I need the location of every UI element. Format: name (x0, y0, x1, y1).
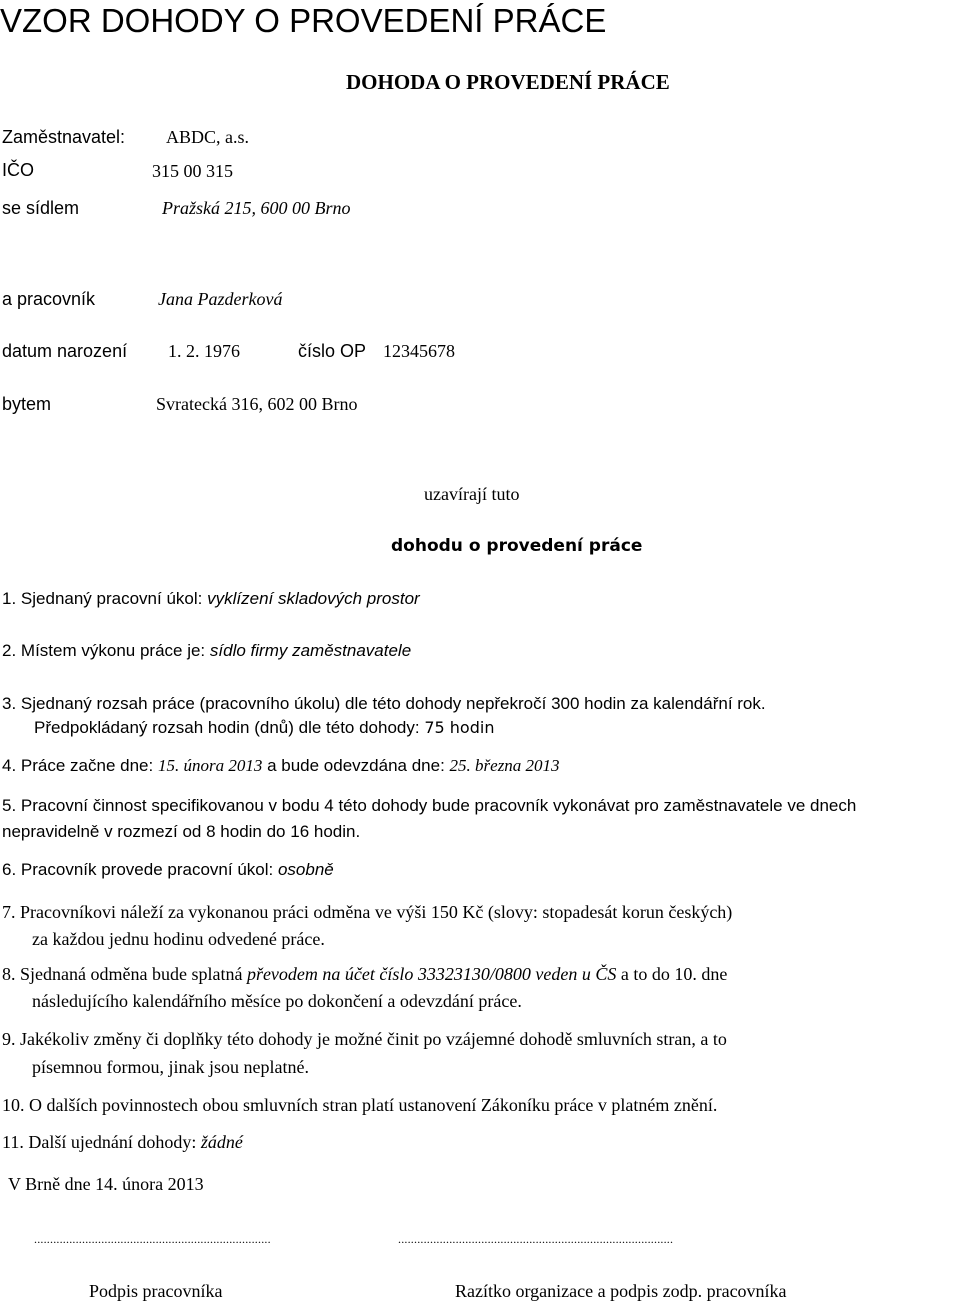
worker-name: Jana Pazderková (158, 289, 283, 309)
item-text: Pracovníkovi náleží za vykonanou práci odměna ve výši 150 Kč (slovy: stopadesát korun českých) (20, 902, 733, 922)
item-7 (2, 902, 732, 923)
item-value: žádné (200, 1132, 243, 1152)
signature-line-organization: ...................................................................................... (398, 1232, 674, 1246)
page-title: VZOR DOHODY O PROVEDENÍ PRÁCE (0, 2, 607, 39)
signature-line-worker: .......................................................................... (34, 1232, 271, 1246)
item-value: sídlo firmy zaměstnavatele (209, 641, 412, 660)
item-value: vyklízení skladových prostor (207, 589, 420, 608)
item-6 (2, 860, 334, 880)
item-text: Pracovník provede pracovní úkol: (20, 860, 274, 879)
item-number: 2. (2, 641, 17, 660)
item-number: 11. (2, 1132, 24, 1152)
end-date: 25. března 2013 (449, 756, 560, 775)
item-number: 9. (2, 1029, 16, 1049)
item-text: Sjednaný rozsah práce (pracovního úkolu) dle této dohody nepřekročí 300 hodin za kalendářní rok. (20, 694, 766, 713)
item-value: 75 hodin (424, 718, 495, 737)
item-number: 6. (2, 860, 17, 879)
employer-label: Zaměstnavatel: (2, 127, 126, 147)
item-number: 7. (2, 902, 16, 922)
item-number: 5. (2, 796, 17, 815)
item-text: a bude odevzdána dne: (267, 756, 445, 775)
item-10 (2, 1095, 717, 1116)
ico-value: 315 00 315 (152, 161, 233, 181)
item-text: Další ujednání dohody: (28, 1132, 197, 1152)
employer-name: ABDC, a.s. (166, 127, 250, 147)
item-value: osobně (277, 860, 334, 879)
item-text: Předpokládaný rozsah hodin (dnů) dle této dohody: (34, 718, 420, 737)
item-4 (2, 756, 560, 776)
item-text: Pracovní činnost specifikovanou v bodu 4 této dohody bude pracovník vykonávat pro zaměstnavatele ve dnech (20, 796, 857, 815)
worker-label: a pracovník (2, 289, 96, 309)
item-1 (2, 589, 420, 609)
signature-label-worker: Podpis pracovníka (89, 1281, 223, 1301)
ico-label: IČO (2, 160, 35, 180)
place-date: V Brně dne 14. února 2013 (8, 1174, 204, 1194)
item-text: Jakékoliv změny či doplňky této dohody je možné činit po vzájemné dohodě smluvních stran, a to (20, 1029, 727, 1049)
item-9-line2: písemnou formou, jinak jsou neplatné. (32, 1057, 309, 1077)
item-3 (2, 694, 766, 714)
seat-value: Pražská 215, 600 00 Brno (162, 198, 351, 218)
agreement-heading: dohodu o provedení práce (391, 536, 643, 556)
item-text: a to do 10. dne (620, 964, 728, 984)
item-9 (2, 1029, 727, 1050)
item-number: 3. (2, 694, 17, 713)
item-number: 4. (2, 756, 17, 775)
item-text: O dalších povinnostech obou smluvních stran platí ustanovení Zákoníku práce v platném znění. (29, 1095, 718, 1115)
item-5 (2, 796, 856, 816)
item-number: 1. (2, 589, 17, 608)
op-value: 12345678 (383, 341, 455, 361)
dob-label: datum narození (2, 341, 128, 361)
op-label: číslo OP (298, 341, 367, 361)
address-label: bytem (2, 394, 52, 414)
item-8 (2, 964, 727, 985)
item-number: 10. (2, 1095, 25, 1115)
item-text: Sjednaná odměna bude splatná (20, 964, 243, 984)
conclude-text: uzavírají tuto (424, 484, 520, 504)
item-8-line2: následujícího kalendářního měsíce po dokončení a odevzdání práce. (32, 991, 522, 1011)
item-number: 8. (2, 964, 16, 984)
signature-label-organization: Razítko organizace a podpis zodp. pracovníka (455, 1281, 787, 1301)
item-text: Sjednaný pracovní úkol: (20, 589, 203, 608)
item-2 (2, 641, 411, 661)
item-text: Práce začne dne: (20, 756, 154, 775)
item-5-line2: nepravidelně v rozmezí od 8 hodin do 16 hodin. (2, 822, 361, 841)
item-text: Místem výkonu práce je: (20, 641, 206, 660)
document-heading: DOHODA O PROVEDENÍ PRÁCE (346, 70, 670, 94)
payment-method: převodem na účet číslo 33323130/0800 veden u ČS (246, 964, 617, 984)
address-value: Svratecká 316, 602 00 Brno (156, 394, 358, 414)
dob-value: 1. 2. 1976 (168, 341, 240, 361)
item-11 (2, 1132, 243, 1153)
item-3-line2 (34, 718, 494, 738)
item-7-line2: za každou jednu hodinu odvedené práce. (32, 929, 325, 949)
seat-label: se sídlem (2, 198, 80, 218)
start-date: 15. února 2013 (157, 756, 263, 775)
